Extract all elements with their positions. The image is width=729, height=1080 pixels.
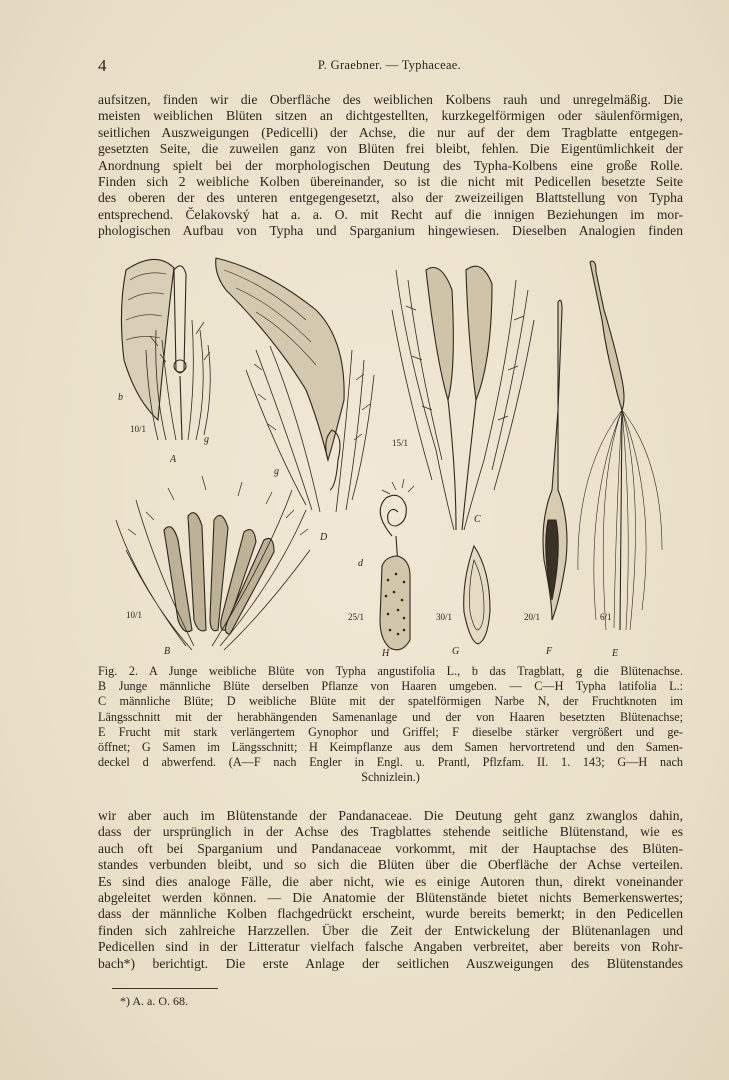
label-e: E [612,648,619,659]
text-line: Finden sich 2 weibliche Kolben übereinander, so ist die nicht mit Pedicellen besetzte Seite [98,174,683,190]
text-line: gesetzten Seite, die zuweilen ganz von Blüten frei bleibt, fehlen. Die Eigentümlichkeit der [98,141,683,157]
caption-line: Längsschnitt mit der herabhängenden Samenanlage und der von Haaren besetzten Blütenachse; [98,709,683,724]
text-line: seitlichen Auszweigungen (Pedicelli) der Achse, die nur auf der dem Tragblatte entgegen- [98,124,683,140]
text-line: wir aber auch im Blütenstande der Pandanaceae. Die Deutung geht ganz zwanglos dahin, [98,808,683,823]
drawing-d [216,258,374,512]
footnote-rule [112,988,218,989]
paragraph-bottom [98,808,683,972]
drawing-f [543,300,567,620]
text-line: standes verbunden bleibt, und so sich die Blüten über die Oberfläche der Achse verteilen. [98,857,683,873]
drawing-a [121,259,210,440]
label-g-lower: g [204,434,209,445]
footnote: *) A. a. O. 68. [120,994,188,1008]
label-d: D [320,532,328,543]
text-line: abgeleitet werden können. — Die Anatomie der Blütenstände bietet nichts Bemerkenswertes; [98,890,683,906]
caption-line: E Frucht mit stark verlängertem Gynophor und Griffel; F dieselbe stärker vergrößert und ge- [98,724,683,739]
text-line: entsprechend. Čelakovský hat a. a. O. mit Recht auf die innigen Beziehungen im mor- [98,206,683,222]
drawing-c [392,266,534,530]
text-line: auch oft bei Sparganium und Pandanaceae vorkommt, mit der Hauptachse des Blüten- [98,840,683,856]
paragraph-top [98,92,683,240]
text-line: dass der männliche Kolben flachgedrückt erscheint, wurde bereits bemerkt; in den Pedicellen [98,906,683,922]
drawing-g [464,546,490,644]
label-h: H [382,648,390,659]
drawing-h [380,479,414,650]
caption-line: C männliche Blüte; D weibliche Blüte mit der spatelförmigen Narbe N, der Fruchtknoten im [98,694,683,709]
label-b: B [164,646,171,657]
label-g: G [452,646,460,657]
scale-h: 25/1 [348,612,365,622]
scale-g: 30/1 [436,612,453,622]
drawing-e [578,261,662,630]
scale-b: 10/1 [126,610,143,620]
drawing-b [116,476,310,650]
scale-e: 6/1 [600,612,612,622]
text-line: phologischen Aufbau von Typha und Sparganium hingewiesen. Dieselben Analogien finden [98,223,683,239]
text-line: meisten weiblichen Blüten sitzen an dichtgestellten, kurzkegelförmigen oder säulenförmigen, [98,108,683,124]
page-number: 4 [98,56,107,75]
scale-c: 15/1 [392,438,409,448]
scale-f: 20/1 [524,612,541,622]
caption-line: öffnet; G Samen im Längsschnitt; H Keimpflanze aus dem Samen hervortretend und den Samen- [98,740,683,755]
typha-illustration [96,250,686,660]
text-line: des oberen der des unteren entgegengesetzt, also der zweizeiligen Blattstellung von Typha [98,190,683,206]
caption-line: B Junge männliche Blüte derselben Pflanze von Haaren umgeben. — C—H Typha latifolia L.: [98,679,683,694]
label-a: A [170,454,177,465]
figure-caption [98,664,683,786]
caption-line: deckel d abwerfend. (A—F nach Engler in Engl. u. Prantl, Pflzfam. II. 1. 143; G—H nach [98,755,683,770]
botanical-figure [96,250,686,660]
text-line: Es sind dies analoge Fälle, die aber nicht, wie es einige Autoren thun, direkt voneinander [98,873,683,889]
label-b-lower: b [118,392,123,403]
text-line: dass der ursprünglich in der Achse des Tragblattes stehende seitliche Blütenstand, wie es [98,824,683,840]
scale-a: 10/1 [130,424,147,434]
text-line: Pedicellen sind in der Litteratur vielfach falsche Angaben verbreitet, aber bereits von Rohr- [98,939,683,955]
caption-line: Schnizlein.) [361,770,420,785]
label-c: C [474,514,481,525]
label-d-lower: d [358,558,363,569]
text-line: bach*) berichtigt. Die erste Anlage der seitlichen Auszweigungen des Blütenstandes [98,955,683,971]
label-g-lower-2: g [274,466,279,477]
page-header [98,56,681,76]
text-line: aufsitzen, finden wir die Oberfläche des weiblichen Kolbens rauh und unregelmäßig. Die [98,92,683,107]
label-f: F [546,646,553,657]
text-line: finden sich zahlreiche Harzzellen. Über die Zeit der Entwickelung der Blütenanlagen und [98,922,683,938]
caption-line: Fig. 2. A Junge weibliche Blüte von Typha angustifolia L., b das Tragblatt, g die Blütenachse. [98,664,683,678]
text-line: Anordnung spielt bei der morphologischen Deutung des Typha-Kolbens eine große Rolle. [98,157,683,173]
running-title: P. Graebner. — Typhaceae. [317,58,462,72]
